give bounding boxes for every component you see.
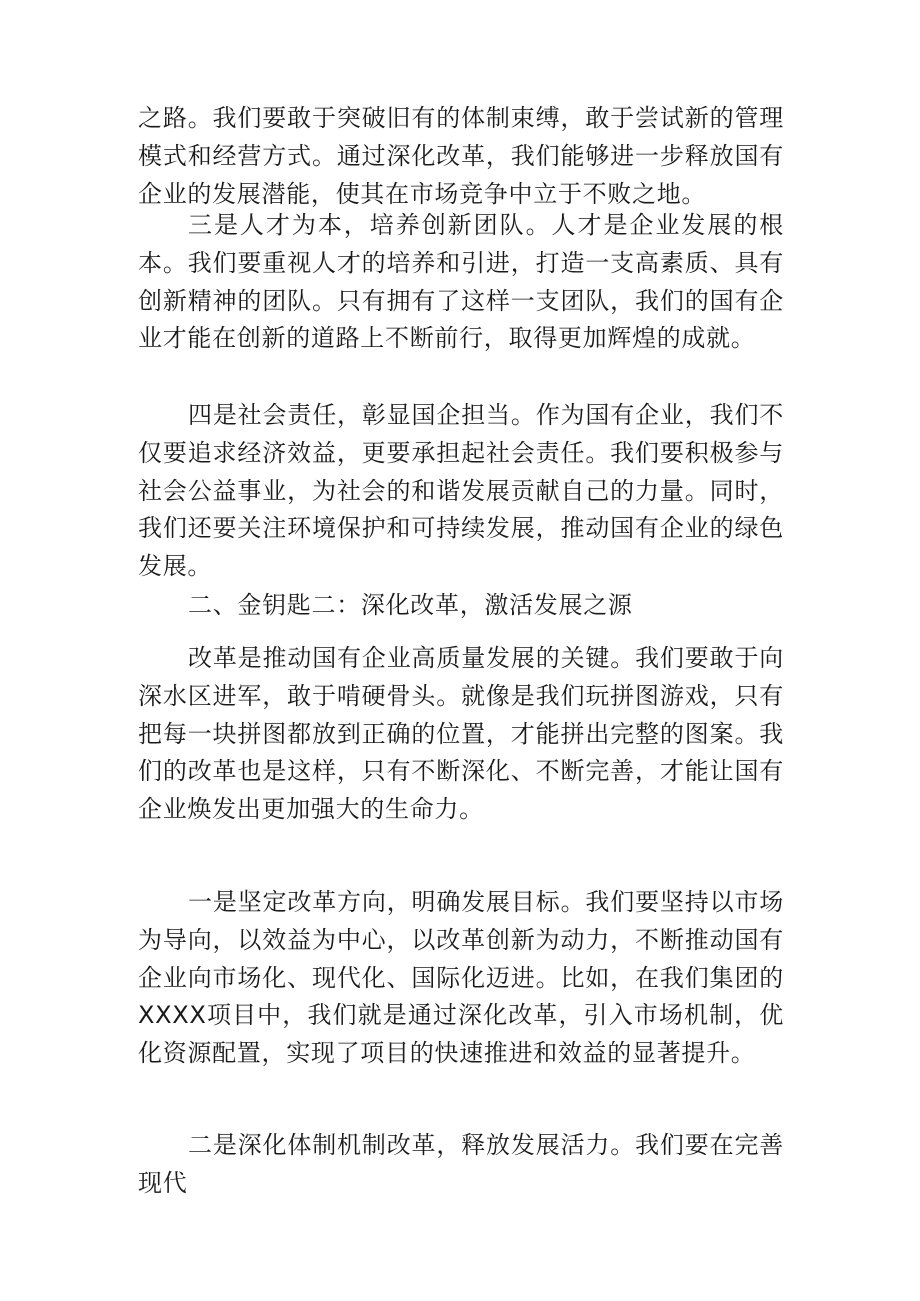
- paragraph-continuation: 之路。我们要敢于突破旧有的体制束缚，敢于尝试新的管理模式和经营方式。通过深化改革，我们能够进一步释放国有企业的发展潜能，使其在市场竞争中立于不败之地。: [138, 104, 784, 208]
- paragraph-talent: 三是人才为本，培养创新团队。人才是企业发展的根本。我们要重视人才的培养和引进，打造一支高素质、具有创新精神的团队。只有拥有了这样一支团队，我们的国有企业才能在创新的道路上不断前行，取得更加辉煌的成就。: [138, 211, 784, 353]
- paragraph-reform-intro: 改革是推动国有企业高质量发展的关键。我们要敢于向深水区进军，敢于啃硬骨头。就像是我们玩拼图游戏，只有把每一块拼图都放到正确的位置，才能拼出完整的图案。我们的改革也是这样，只有不断深化、不断完善，才能让国有企业焕发出更加强大的生命力。: [138, 644, 784, 824]
- section-heading: 二、金钥匙二：深化改革，激活发展之源: [188, 591, 633, 619]
- paragraph-reform-direction: 一是坚定改革方向，明确发展目标。我们要坚持以市场为导向，以效益为中心，以改革创新为动力，不断推动国有企业向市场化、现代化、国际化迈进。比如，在我们集团的XXXX项目中，我们就是通过深化改革，引入市场机制，优化资源配置，实现了项目的快速推进和效益的显著提升。: [138, 888, 784, 1068]
- paragraph-social-responsibility: 四是社会责任，彰显国企担当。作为国有企业，我们不仅要追求经济效益，更要承担起社会责任。我们要积极参与社会公益事业，为社会的和谐发展贡献自己的力量。同时，我们还要关注环境保护和可持续发展，推动国有企业的绿色发展。: [138, 401, 784, 581]
- paragraph-institutional-reform: 二是深化体制机制改革，释放发展活力。我们要在完善现代: [138, 1131, 784, 1197]
